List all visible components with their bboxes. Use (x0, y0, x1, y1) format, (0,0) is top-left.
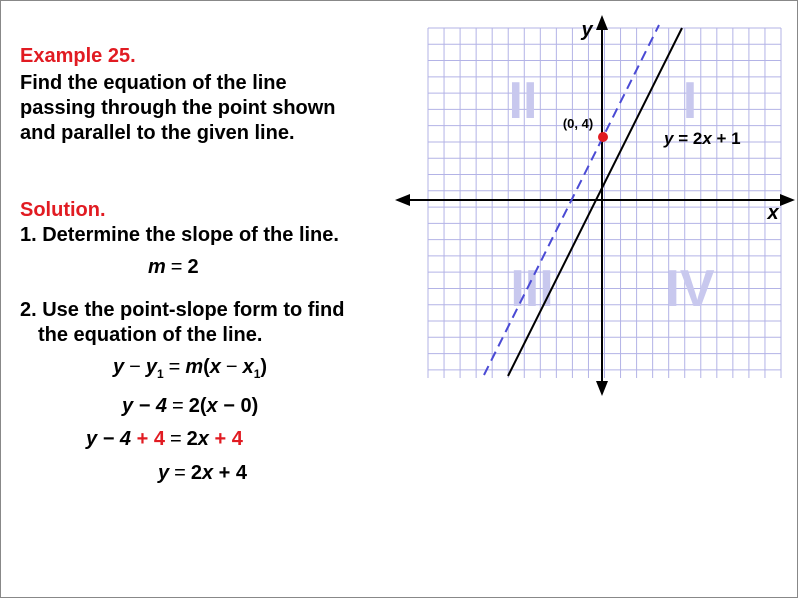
problem-line-1: Find the equation of the line (20, 72, 287, 94)
eq3-lhs: y − 4 (86, 428, 132, 450)
eq3-x: x (197, 428, 209, 450)
eq3-rhs-a: 2 (186, 428, 198, 450)
eq4-x: x (201, 462, 214, 484)
eq4-lhs: y (158, 462, 170, 484)
eq1-x: x (209, 356, 221, 378)
x-axis-arrow-right-icon (780, 194, 795, 206)
problem-line-3: and parallel to the given line. (20, 122, 295, 144)
line-label-eq: = 2 (673, 129, 703, 148)
line-equation-label (663, 129, 741, 148)
quadrant-label-i: I (682, 72, 698, 130)
eq4-rhs-a: 2 (190, 462, 202, 484)
given-point (598, 132, 608, 142)
eq1-minus: − (129, 356, 141, 378)
eq1-y: y (113, 356, 125, 378)
eq1-open: ( (203, 356, 210, 378)
eq3-plus-left: + 4 (136, 428, 165, 450)
eq4-equals: = (174, 462, 186, 484)
point-slope-formula (113, 356, 267, 379)
quadrant-label-iv: IV (665, 260, 715, 318)
eq3-plus-right: + 4 (214, 428, 243, 450)
eq2-rhs-b: − 0) (217, 395, 259, 417)
point-label: (0, 4) (562, 116, 594, 131)
step-2-line-2: the equation of the line. (38, 324, 263, 346)
line-label-const: + 1 (711, 129, 741, 148)
problem-line-2: passing through the point shown (20, 97, 336, 119)
eq1-close: ) (260, 356, 268, 378)
y-axis-arrow-up-icon (596, 15, 608, 30)
substituted-equation (122, 395, 258, 418)
slope-equation (148, 256, 199, 279)
eq2-lhs: y − 4 (122, 395, 168, 417)
grid-lines (428, 28, 781, 378)
slope-value: 2 (187, 256, 199, 278)
eq2-equals: = (172, 395, 184, 417)
add-four-equation (86, 428, 243, 451)
line-label-y: y (664, 129, 674, 148)
quadrant-label-iii: III (510, 260, 554, 318)
quadrant-label-ii: II (508, 72, 538, 130)
y-axis-arrow-down-icon (596, 381, 608, 396)
final-equation (158, 462, 247, 485)
equals-sign: = (170, 256, 183, 278)
eq2-rhs-a: 2( (188, 395, 207, 417)
eq1-x1-sub: 1 (253, 367, 261, 381)
example-title: Example 25. (20, 45, 136, 67)
eq2-x: x (206, 395, 218, 417)
eq1-x1: x (242, 356, 254, 378)
y-axis-label: y (581, 19, 593, 41)
step-2-line-1: 2. Use the point-slope form to find (20, 299, 345, 321)
eq1-y1-sub: 1 (156, 367, 164, 381)
eq3-equals: = (169, 428, 182, 450)
eq1-y1: y (145, 356, 157, 378)
x-axis-arrow-left-icon (395, 194, 410, 206)
step-1-text: 1. Determine the slope of the line. (20, 224, 339, 246)
solution-title: Solution. (20, 199, 106, 221)
coordinate-plane (395, 15, 795, 400)
eq1-m: m (185, 356, 204, 378)
eq1-equals: = (168, 356, 181, 378)
slope-var: m (148, 256, 166, 278)
eq4-rhs-b: + 4 (218, 462, 247, 484)
eq1-minus2: − (225, 356, 238, 378)
x-axis-label: x (767, 202, 779, 224)
line-label-x: x (702, 129, 712, 148)
